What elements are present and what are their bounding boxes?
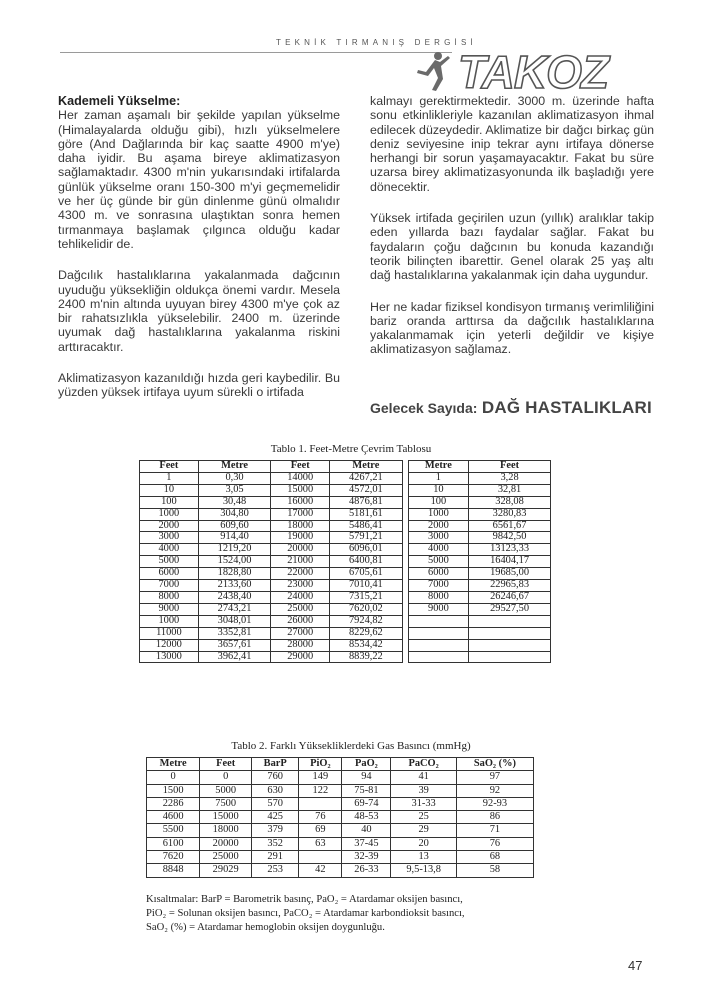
table-row <box>140 556 551 568</box>
table-cell: 3352,81 <box>198 627 271 639</box>
table-cell: 71 <box>456 824 533 837</box>
table-cell: 2133,60 <box>198 580 271 592</box>
table-cell: 291 <box>252 851 299 864</box>
column-header: Feet <box>200 758 252 771</box>
table-cell: 15000 <box>200 811 252 824</box>
table-cell: 97 <box>456 771 533 784</box>
table-cell <box>469 651 551 663</box>
column-header: Metre <box>330 461 403 473</box>
table-cell: 20000 <box>271 544 330 556</box>
table-cell: 16404,17 <box>469 556 551 568</box>
table-cell: 37-45 <box>342 837 391 850</box>
table-cell: 100 <box>408 496 468 508</box>
table-cell: 4000 <box>140 544 199 556</box>
table-cell: 86 <box>456 811 533 824</box>
table-cell: 1 <box>408 472 468 484</box>
table-cell <box>299 797 342 810</box>
table-row <box>147 811 534 824</box>
table-cell: 5500 <box>147 824 200 837</box>
table-cell <box>299 851 342 864</box>
table-header-row <box>140 461 551 473</box>
table-cell: 6100 <box>147 837 200 850</box>
table-cell: 8000 <box>140 591 199 603</box>
table-cell: 1219,20 <box>198 544 271 556</box>
table-cell: 29000 <box>271 651 330 663</box>
table-row <box>140 484 551 496</box>
table-cell: 8839,22 <box>330 651 403 663</box>
table-cell: 760 <box>252 771 299 784</box>
abbreviations-legend <box>146 893 546 935</box>
table-cell: 5791,21 <box>330 532 403 544</box>
table-cell: 3048,01 <box>198 615 271 627</box>
table-cell: 4572,01 <box>330 484 403 496</box>
table-cell: 570 <box>252 797 299 810</box>
table-cell: 15000 <box>271 484 330 496</box>
table-cell: 32,81 <box>469 484 551 496</box>
table-cell: 20000 <box>200 837 252 850</box>
next-issue-title: DAĞ HASTALIKLARI <box>481 398 652 417</box>
table-row <box>140 603 551 615</box>
takoz-logo <box>408 42 644 98</box>
table-cell <box>469 639 551 651</box>
table-cell: 7315,21 <box>330 591 403 603</box>
table-cell: 75-81 <box>342 784 391 797</box>
table-row <box>140 591 551 603</box>
table-cell: 19000 <box>271 532 330 544</box>
left-column <box>58 94 340 417</box>
magazine-name: TEKNİK TIRMANIŞ DERGİSİ <box>276 38 477 47</box>
table-cell: 2000 <box>140 520 199 532</box>
column-header: PiO₂ <box>299 758 342 771</box>
table-cell: 9000 <box>408 603 468 615</box>
legend-line: SaO₂ (%) = Atardamar hemoglobin oksijen doygunluğu. <box>146 922 385 933</box>
table-cell: 4876,81 <box>330 496 403 508</box>
table-cell: 6096,01 <box>330 544 403 556</box>
table-row <box>140 651 551 663</box>
table-row <box>147 837 534 850</box>
table-cell: 94 <box>342 771 391 784</box>
table-cell: 26-33 <box>342 864 391 877</box>
column-header: Feet <box>140 461 199 473</box>
table-cell: 1524,00 <box>198 556 271 568</box>
table-row <box>140 472 551 484</box>
table-cell: 100 <box>140 496 199 508</box>
table-cell: 18000 <box>271 520 330 532</box>
table-row <box>147 864 534 877</box>
table-cell: 6705,61 <box>330 568 403 580</box>
table-cell: 1000 <box>408 508 468 520</box>
table-row <box>140 627 551 639</box>
table-cell: 9000 <box>140 603 199 615</box>
table-cell: 3657,61 <box>198 639 271 651</box>
table-cell <box>408 651 468 663</box>
table-cell: 3280,83 <box>469 508 551 520</box>
column-header: Feet <box>469 461 551 473</box>
table-cell: 9842,50 <box>469 532 551 544</box>
table-cell: 1500 <box>147 784 200 797</box>
paragraph: Her ne kadar fiziksel kondisyon tırmanış verimliliğini bariz oranda arttırsa da dağcılık hastalıklarına yakalanmamak için yeterli değildir ve kişiye aklimatizasyon sağlamaz. <box>370 299 654 357</box>
table-cell: 22000 <box>271 568 330 580</box>
table-row <box>147 851 534 864</box>
table-cell: 6561,67 <box>469 520 551 532</box>
table-row <box>140 639 551 651</box>
table-cell: 13123,33 <box>469 544 551 556</box>
right-column <box>370 94 654 374</box>
table-cell: 1000 <box>140 508 199 520</box>
table-cell: 7500 <box>200 797 252 810</box>
table-cell: 21000 <box>271 556 330 568</box>
table-cell: 13000 <box>140 651 199 663</box>
table-cell: 379 <box>252 824 299 837</box>
table-cell: 9,5-13,8 <box>391 864 456 877</box>
table-cell: 5000 <box>140 556 199 568</box>
table-cell: 23000 <box>271 580 330 592</box>
paragraph: Yüksek irtifada geçirilen uzun (yıllık) aralıklar takip eden yıllarda bazı faydalar sağlar. Fakat bu faydaların çoğu dağcının bu konuda kazandığı teorik bilinçten ibarettir. Genel olarak 25 yaş altı dağ hastalıklarına yakalanmak için daha uygundur. <box>370 211 654 283</box>
table-cell: 6400,81 <box>330 556 403 568</box>
gas-pressure-table <box>146 757 534 878</box>
table-cell: 16000 <box>271 496 330 508</box>
table-cell: 0,30 <box>198 472 271 484</box>
climber-icon <box>417 52 450 91</box>
table-cell: 12000 <box>140 639 199 651</box>
table-cell: 5000 <box>200 784 252 797</box>
table1-caption: Tablo 1. Feet-Metre Çevrim Tablosu <box>270 443 432 455</box>
table-cell: 914,40 <box>198 532 271 544</box>
column-header: Feet <box>271 461 330 473</box>
feet-metre-table <box>139 460 551 663</box>
column-header: PaCO₂ <box>391 758 456 771</box>
table-cell: 7924,82 <box>330 615 403 627</box>
table-cell: 22965,83 <box>469 580 551 592</box>
next-issue-label: Gelecek Sayıda: <box>370 400 478 416</box>
table-cell: 25 <box>391 811 456 824</box>
table-row <box>147 771 534 784</box>
table-row <box>147 824 534 837</box>
table-cell: 7620,02 <box>330 603 403 615</box>
paragraph: Aklimatizasyon kazanıldığı hızda geri kaybedilir. Bu yüzden yüksek irtifaya uyum sürekli o irtifada <box>58 371 340 400</box>
table-cell: 32-39 <box>342 851 391 864</box>
table-cell: 8000 <box>408 591 468 603</box>
table-row <box>147 784 534 797</box>
table-cell: 630 <box>252 784 299 797</box>
table-cell: 28000 <box>271 639 330 651</box>
table-row <box>140 580 551 592</box>
table-cell: 20 <box>391 837 456 850</box>
table-cell: 4000 <box>408 544 468 556</box>
table-cell <box>469 615 551 627</box>
table-cell <box>408 639 468 651</box>
table-cell: 3000 <box>140 532 199 544</box>
table-cell: 253 <box>252 864 299 877</box>
table-row <box>147 797 534 810</box>
table-cell: 58 <box>456 864 533 877</box>
table-cell <box>408 615 468 627</box>
table-cell: 25000 <box>271 603 330 615</box>
table-cell: 5000 <box>408 556 468 568</box>
table-cell: 6000 <box>140 568 199 580</box>
table-cell: 0 <box>147 771 200 784</box>
table-cell: 26246,67 <box>469 591 551 603</box>
table-row <box>140 496 551 508</box>
table-cell: 39 <box>391 784 456 797</box>
table-cell: 352 <box>252 837 299 850</box>
table-cell: 7620 <box>147 851 200 864</box>
table-cell: 2000 <box>408 520 468 532</box>
table-cell: 42 <box>299 864 342 877</box>
column-header: Metre <box>198 461 271 473</box>
table-cell: 29527,50 <box>469 603 551 615</box>
table-cell: 609,60 <box>198 520 271 532</box>
table-cell: 69 <box>299 824 342 837</box>
table-cell: 8848 <box>147 864 200 877</box>
table-body <box>147 771 534 877</box>
table-cell: 3,28 <box>469 472 551 484</box>
table2-caption: Tablo 2. Farklı Yüksekliklerdeki Gas Basıncı (mmHg) <box>231 740 471 752</box>
table-cell: 3,05 <box>198 484 271 496</box>
table-cell: 13 <box>391 851 456 864</box>
paragraph: kalmayı gerektirmektedir. 3000 m. üzerinde hafta sonu etkinlikleriyle kazanılan aklimatizasyon ihmal edilecek düzeydedir. Aklimatize bir dağcı birkaç gün deniz seviyesine inip tekrar aynı irtifaya dönerse herhangi bir sorun yaşamayacaktır. Fakat bu süre uzarsa birey aklimatizasyonunda ilk başladığı yere dönecektir. <box>370 94 654 194</box>
table-cell: 68 <box>456 851 533 864</box>
table-row <box>140 615 551 627</box>
table-cell: 304,80 <box>198 508 271 520</box>
section-heading: Kademeli Yükselme: <box>58 94 181 108</box>
table-cell: 7000 <box>408 580 468 592</box>
table-cell: 92 <box>456 784 533 797</box>
table-cell: 69-74 <box>342 797 391 810</box>
table-cell: 2286 <box>147 797 200 810</box>
table-cell: 5181,61 <box>330 508 403 520</box>
table-cell: 0 <box>200 771 252 784</box>
table-cell: 63 <box>299 837 342 850</box>
table-cell: 29029 <box>200 864 252 877</box>
table-cell: 26000 <box>271 615 330 627</box>
table-cell: 149 <box>299 771 342 784</box>
table-cell <box>469 627 551 639</box>
table-cell: 1828,80 <box>198 568 271 580</box>
legend-line: PiO₂ = Solunan oksijen basıncı, PaCO₂ = Atardamar karbondioksit basıncı, <box>146 908 465 919</box>
table-cell: 3962,41 <box>198 651 271 663</box>
table-cell: 4267,21 <box>330 472 403 484</box>
table-cell: 41 <box>391 771 456 784</box>
column-header: PaO₂ <box>342 758 391 771</box>
table-cell: 40 <box>342 824 391 837</box>
table-header-row <box>147 758 534 771</box>
table-cell: 122 <box>299 784 342 797</box>
table-cell <box>408 627 468 639</box>
table-cell: 14000 <box>271 472 330 484</box>
column-header: Metre <box>408 461 468 473</box>
table-cell: 7010,41 <box>330 580 403 592</box>
table-cell: 1 <box>140 472 199 484</box>
table-cell: 29 <box>391 824 456 837</box>
table-cell: 2438,40 <box>198 591 271 603</box>
table-row <box>140 532 551 544</box>
logo-text: TAKOZ <box>458 46 609 98</box>
table-cell: 11000 <box>140 627 199 639</box>
column-header: SaO₂ (%) <box>456 758 533 771</box>
legend-line: Kısaltmalar: BarP = Barometrik basınç, PaO₂ = Atardamar oksijen basıncı, <box>146 894 463 905</box>
table-cell: 328,08 <box>469 496 551 508</box>
table-cell: 31-33 <box>391 797 456 810</box>
table-cell: 18000 <box>200 824 252 837</box>
paragraph: Dağcılık hastalıklarına yakalanmada dağcının uyuduğu yüksekliğin oldukça önemi vardır. Mesela 2400 m'nin altında uyuyan birey 4300 m'ye çok az bir rahatsızlıkla yükselebilir. 2400 m. üzerinde uyumak dağ hastalıklarına yakalanma riskini arttıracaktır. <box>58 268 340 354</box>
column-header: BarP <box>252 758 299 771</box>
table-row <box>140 568 551 580</box>
paragraph: Her zaman aşamalı bir şekilde yapılan yükselme (Himalayalarda olduğu gibi), hızlı yükselmelere göre (And Dağlarında bir kaç saatte 4900 m'ye) daha iyidir. Bu aşama bireye aklimatizasyon sağlamaktadır. 4300 m'nin yukarısındaki irtifalarda günlük yükselme oranı 150-300 m'yi geçmemelidir ve her üç günde bir gün dinlenme günü olmalıdır 4300 m. ve sonrasına ulaştıktan sonra hemen tırmanmaya başlamak çılgınca olduğu kadar tehlikelidir de. <box>58 108 340 251</box>
table-cell: 10 <box>408 484 468 496</box>
table-cell: 6000 <box>408 568 468 580</box>
page-number: 47 <box>628 958 643 973</box>
table-cell: 25000 <box>200 851 252 864</box>
table-row <box>140 520 551 532</box>
header-rule <box>60 52 452 53</box>
column-header: Metre <box>147 758 200 771</box>
table-cell: 48-53 <box>342 811 391 824</box>
table-cell: 4600 <box>147 811 200 824</box>
table-cell: 8229,62 <box>330 627 403 639</box>
table-cell: 17000 <box>271 508 330 520</box>
next-issue <box>370 398 652 418</box>
table-cell: 2743,21 <box>198 603 271 615</box>
table-cell: 19685,00 <box>469 568 551 580</box>
table-cell: 5486,41 <box>330 520 403 532</box>
table-cell: 76 <box>299 811 342 824</box>
table-cell: 1000 <box>140 615 199 627</box>
table-cell: 8534,42 <box>330 639 403 651</box>
table-body <box>140 472 551 663</box>
table-cell: 425 <box>252 811 299 824</box>
table-cell: 27000 <box>271 627 330 639</box>
table-cell: 24000 <box>271 591 330 603</box>
table-row <box>140 508 551 520</box>
table-cell: 7000 <box>140 580 199 592</box>
table-cell: 3000 <box>408 532 468 544</box>
table-cell: 10 <box>140 484 199 496</box>
table-cell: 92-93 <box>456 797 533 810</box>
table-cell: 76 <box>456 837 533 850</box>
table-cell: 30,48 <box>198 496 271 508</box>
table-row <box>140 544 551 556</box>
